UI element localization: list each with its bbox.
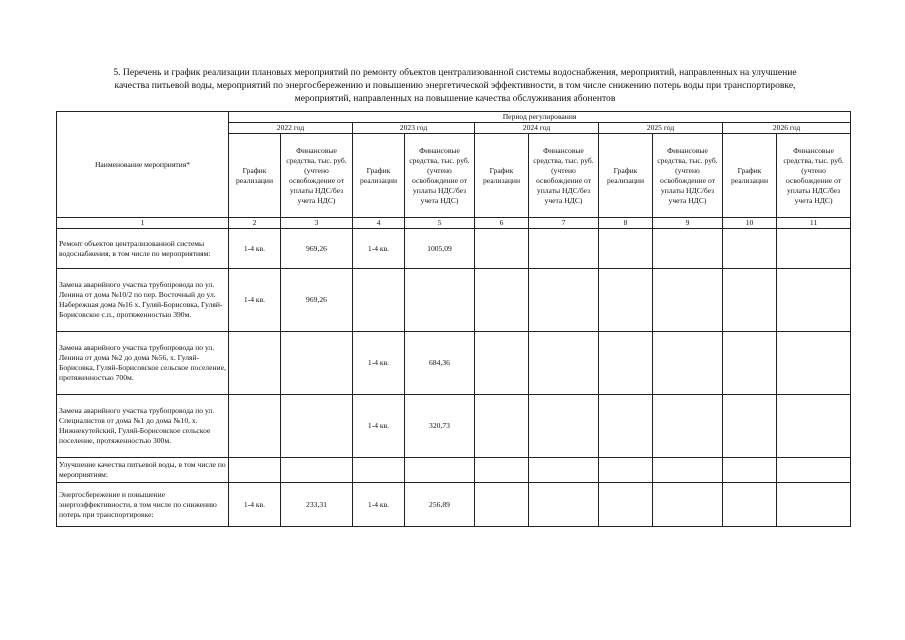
table-cell (405, 458, 475, 483)
activity-name: Замена аварийного участка трубопровода по ул. Ленина от дома №2 до дома №56, х. Гуляй-Борисовка, Гуляй-Борисовское сельское поселение, протяженностью 700м. (57, 332, 229, 395)
table-cell (653, 395, 723, 458)
table-cell (529, 458, 599, 483)
table-cell: 1-4 кв. (353, 332, 405, 395)
schedule-subheader: График реализации (599, 134, 653, 218)
table-cell (281, 395, 353, 458)
year-header: 2023 год (353, 123, 475, 134)
finance-subheader: Финансовые средства, тыс. руб. (учтено освобождение от уплаты НДС/без учета НДС) (281, 134, 353, 218)
activities-table (56, 111, 851, 527)
table-cell: 1-4 кв. (353, 229, 405, 269)
table-cell: 969,26 (281, 229, 353, 269)
finance-subheader: Финансовые средства, тыс. руб. (учтено освобождение от уплаты НДС/без учета НДС) (529, 134, 599, 218)
table-row (57, 332, 851, 395)
table-cell (599, 458, 653, 483)
column-number: 6 (475, 218, 529, 229)
table-cell (777, 269, 851, 332)
column-number: 8 (599, 218, 653, 229)
table-cell (777, 229, 851, 269)
table-cell (529, 269, 599, 332)
activity-name: Энергосбережение и повышение энергоэффективности, в том числе по снижению потерь при транспортировке: (57, 483, 229, 527)
column-number: 4 (353, 218, 405, 229)
table-cell (723, 395, 777, 458)
finance-subheader: Финансовые средства, тыс. руб. (учтено освобождение от уплаты НДС/без учета НДС) (777, 134, 851, 218)
column-number: 10 (723, 218, 777, 229)
table-cell: 1-4 кв. (229, 483, 281, 527)
heading-line-3: мероприятий, направленных на повышение качества обслуживания абонентов (294, 93, 616, 104)
table-cell (723, 332, 777, 395)
column-number: 3 (281, 218, 353, 229)
column-number: 5 (405, 218, 475, 229)
table-cell (653, 458, 723, 483)
column-number: 2 (229, 218, 281, 229)
table-cell (723, 458, 777, 483)
table-cell: 684,36 (405, 332, 475, 395)
heading-line-2: качества питьевой воды, мероприятий по энергосбережению и повышению энергетической эффективности, в том числе снижению потерь воды при транспортировке, (114, 80, 796, 91)
column-number: 9 (653, 218, 723, 229)
table-cell (599, 332, 653, 395)
table-cell (529, 483, 599, 527)
column-number: 1 (57, 218, 229, 229)
table-cell: 1-4 кв. (229, 229, 281, 269)
table-cell (653, 332, 723, 395)
column-number: 7 (529, 218, 599, 229)
schedule-subheader: График реализации (475, 134, 529, 218)
table-cell (529, 395, 599, 458)
table-cell (281, 458, 353, 483)
table-cell: 320,73 (405, 395, 475, 458)
schedule-subheader: График реализации (353, 134, 405, 218)
table-cell (653, 229, 723, 269)
table-cell: 969,26 (281, 269, 353, 332)
table-cell (229, 458, 281, 483)
table-cell (599, 395, 653, 458)
year-header: 2022 год (229, 123, 353, 134)
table-cell (475, 458, 529, 483)
activity-name: Улучшение качества питьевой воды, в том числе по мероприятиям: (57, 458, 229, 483)
column-number-row (57, 218, 851, 229)
table-cell (475, 229, 529, 269)
table-cell (599, 483, 653, 527)
table-cell (229, 395, 281, 458)
finance-subheader: Финансовые средства, тыс. руб. (учтено освобождение от уплаты НДС/без учета НДС) (653, 134, 723, 218)
table-cell (723, 229, 777, 269)
table-cell (405, 269, 475, 332)
finance-subheader: Финансовые средства, тыс. руб. (учтено освобождение от уплаты НДС/без учета НДС) (405, 134, 475, 218)
table-cell: 1005,09 (405, 229, 475, 269)
table-cell: 256,89 (405, 483, 475, 527)
activity-name: Замена аварийного участка трубопровода по ул. Ленина от дома №10/2 по пер. Восточный до ул. Набережная дома №16 х. Гуляй-Борисовка, Гуляй-Борисовское с.п., протяженностью 390м. (57, 269, 229, 332)
table-cell (599, 229, 653, 269)
table-cell (281, 332, 353, 395)
schedule-subheader: График реализации (723, 134, 777, 218)
table-cell (475, 269, 529, 332)
table-cell (229, 332, 281, 395)
table-cell (529, 332, 599, 395)
table-row (57, 269, 851, 332)
year-header: 2024 год (475, 123, 599, 134)
document-heading (60, 66, 850, 105)
table-cell (475, 483, 529, 527)
table-cell (653, 269, 723, 332)
year-header: 2025 год (599, 123, 723, 134)
table-cell (777, 332, 851, 395)
table-cell: 1-4 кв. (353, 483, 405, 527)
table-cell: 1-4 кв. (229, 269, 281, 332)
table-cell (723, 483, 777, 527)
activity-name: Ремонт объектов централизованной системы водоснабжения, в том числе по мероприятиям: (57, 229, 229, 269)
table-row (57, 483, 851, 527)
year-header: 2026 год (723, 123, 851, 134)
activity-name: Замена аварийного участка трубопровода по ул. Специалистов от дома №1 до дома №10, х. Нижнекутейский, Гуляй-Борисовское сельское поселение, протяженностью 300м. (57, 395, 229, 458)
table-row (57, 229, 851, 269)
schedule-subheader: График реализации (229, 134, 281, 218)
heading-line-1: 5. Перечень и график реализации плановых мероприятий по ремонту объектов централизованной системы водоснабжения, мероприятий, направленных на улучшение (113, 67, 797, 78)
table-cell: 233,31 (281, 483, 353, 527)
table-cell (529, 229, 599, 269)
table-cell (777, 483, 851, 527)
table-cell (353, 458, 405, 483)
table-cell (353, 269, 405, 332)
table-cell (599, 269, 653, 332)
table-cell (777, 458, 851, 483)
table-row (57, 458, 851, 483)
table-cell: 1-4 кв. (353, 395, 405, 458)
table-cell (653, 483, 723, 527)
column-number: 11 (777, 218, 851, 229)
table-cell (475, 332, 529, 395)
table-cell (723, 269, 777, 332)
table-row (57, 395, 851, 458)
period-header: Период регулирования (229, 112, 851, 123)
table-cell (777, 395, 851, 458)
table-cell (475, 395, 529, 458)
col-name-header: Наименование мероприятия* (57, 112, 229, 218)
